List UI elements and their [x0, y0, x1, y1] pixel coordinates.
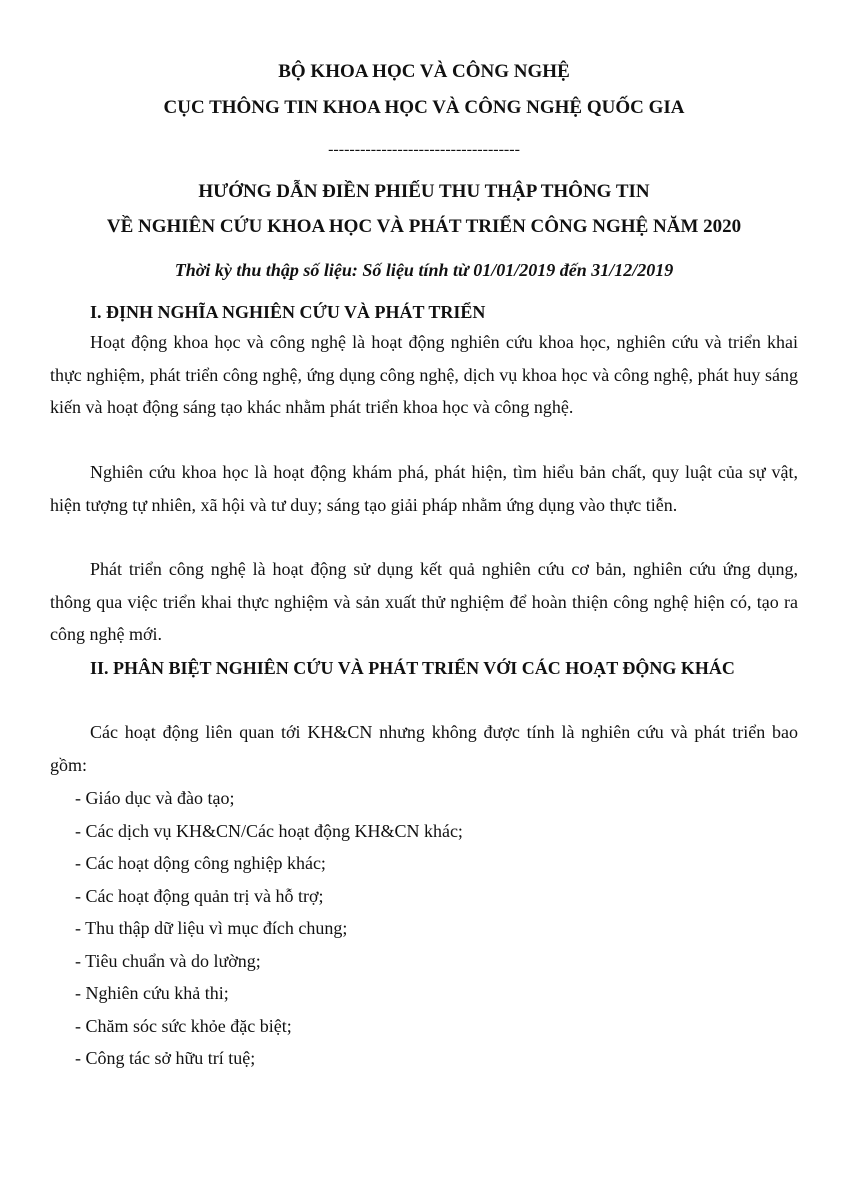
ministry-name: BỘ KHOA HỌC VÀ CÔNG NGHỆ — [278, 61, 570, 82]
list-item: - Chăm sóc sức khỏe đặc biệt; — [75, 1015, 292, 1036]
collection-period: Thời kỳ thu thập số liệu: Số liệu tính từ 01/01/2019 đến 31/12/2019 — [174, 260, 674, 280]
section-1-paragraph-1: Hoạt động khoa học và công nghệ là hoạt động nghiên cứu khoa học, nghiên cứu và triển khai thực nghiệm, phát triển công nghệ, ứng dụng công nghệ, dịch vụ khoa học và công nghệ, phát huy sáng kiến và hoạt động sáng tạo khác nhằm phát triển khoa học và công nghệ. — [50, 332, 798, 417]
section-1-paragraph-3: Phát triển công nghệ là hoạt động sử dụng kết quả nghiên cứu cơ bản, nghiên cứu ứng dụng, thông qua việc triển khai thực nghiệm và sản xuất thử nghiệm để hoàn thiện công nghệ hiện có, tạo ra công nghệ mới. — [50, 559, 798, 644]
list-item: - Giáo dục và đào tạo; — [75, 788, 235, 808]
document-title-line-2: VỀ NGHIÊN CỨU KHOA HỌC VÀ PHÁT TRIỂN CÔNG NGHỆ NĂM 2020 — [106, 216, 742, 237]
list-item: - Thu thập dữ liệu vì mục đích chung; — [75, 918, 348, 938]
document-title-line-1: HƯỚNG DẪN ĐIỀN PHIẾU THU THẬP THÔNG TIN — [198, 181, 650, 202]
section-1-paragraph-2: Nghiên cứu khoa học là hoạt động khám phá, phát hiện, tìm hiểu bản chất, quy luật của sự vật, hiện tượng tự nhiên, xã hội và tư duy; sáng tạo giải pháp nhằm ứng dụng vào thực tiễn. — [50, 462, 798, 515]
list-item: - Các hoạt động quản trị và hỗ trợ; — [75, 885, 324, 906]
list-item: - Các dịch vụ KH&CN/Các hoạt động KH&CN khác; — [75, 820, 463, 841]
list-item: - Công tác sở hữu trí tuệ; — [75, 1048, 256, 1068]
list-item: - Tiêu chuẩn và do lường; — [75, 950, 261, 971]
excluded-activities-list — [75, 782, 795, 1075]
section-1-heading: I. ĐỊNH NGHĨA NGHIÊN CỨU VÀ PHÁT TRIỂN — [90, 302, 486, 322]
list-item: - Nghiên cứu khả thi; — [75, 983, 229, 1003]
section-2-intro: Các hoạt động liên quan tới KH&CN nhưng không được tính là nghiên cứu và phát triển bao gồm: — [50, 722, 798, 775]
list-item: - Các hoạt dộng công nghiệp khác; — [75, 853, 326, 873]
section-2-heading: II. PHÂN BIỆT NGHIÊN CỨU VÀ PHÁT TRIỂN VỚI CÁC HOẠT ĐỘNG KHÁC — [90, 658, 735, 678]
header-separator: ------------------------------------ — [328, 141, 520, 158]
department-name: CỤC THÔNG TIN KHOA HỌC VÀ CÔNG NGHỆ QUỐC GIA — [163, 97, 685, 118]
